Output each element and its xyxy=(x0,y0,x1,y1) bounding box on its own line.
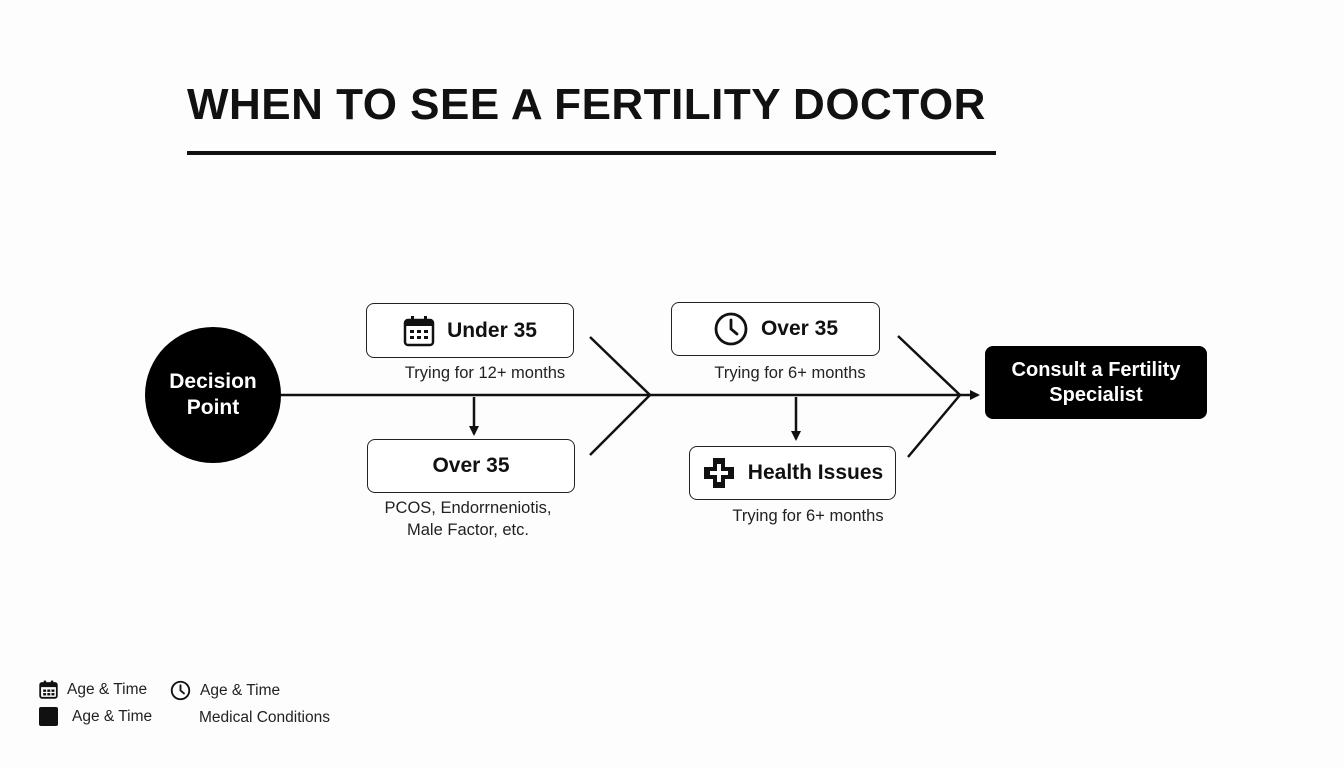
branch-health-issues-box xyxy=(689,446,896,500)
branch-over-35-time-box xyxy=(671,302,880,356)
legend-item-medical xyxy=(199,709,330,727)
legend-item-square xyxy=(39,707,152,726)
consult-specialist-node xyxy=(985,346,1207,419)
branch-health-issues-label: Health Issues xyxy=(747,461,884,484)
branch-over-35-conditions-label: Over 35 xyxy=(432,454,510,477)
page-title: WHEN TO SEE A FERTILITY DOCTOR xyxy=(187,80,986,129)
branch-over-35-conditions-box xyxy=(367,439,575,493)
calendar-icon xyxy=(39,680,58,699)
branch-under-35-label: Under 35 xyxy=(447,318,537,342)
decision-point-node xyxy=(145,327,281,463)
legend-label-medical: Medical Conditions xyxy=(199,709,330,726)
chevron-1-upper xyxy=(590,337,650,395)
legend-item-clock xyxy=(170,680,280,701)
chevron-2-lower xyxy=(908,395,960,457)
branch-over-35-time-label: Over 35 xyxy=(760,317,839,340)
clock-icon xyxy=(170,680,191,701)
consult-specialist-label: Consult a Fertility Specialist xyxy=(1011,358,1181,406)
legend-item-calendar xyxy=(39,680,147,699)
medical-cross-icon xyxy=(702,456,736,490)
branch-over-35-time-note: Trying for 6+ months xyxy=(714,364,866,382)
chevron-1-lower xyxy=(590,395,650,455)
clock-icon xyxy=(713,311,749,347)
branch-under-35-note: Trying for 12+ months xyxy=(404,364,566,382)
branch-over-35-conditions-note: PCOS, Endorrneniotis, Male Factor, etc. xyxy=(384,499,552,540)
legend-label-square: Age & Time xyxy=(72,707,153,725)
legend-label-calendar: Age & Time xyxy=(67,680,148,698)
branch-health-issues-note: Trying for 6+ months xyxy=(732,507,884,525)
decision-point-label: Decision Point xyxy=(169,369,257,419)
black-square-icon xyxy=(39,707,58,726)
branch-under-35-box xyxy=(366,303,574,358)
calendar-icon xyxy=(403,315,435,347)
chevron-2-upper xyxy=(898,336,960,395)
legend-label-clock: Age & Time xyxy=(200,681,281,699)
